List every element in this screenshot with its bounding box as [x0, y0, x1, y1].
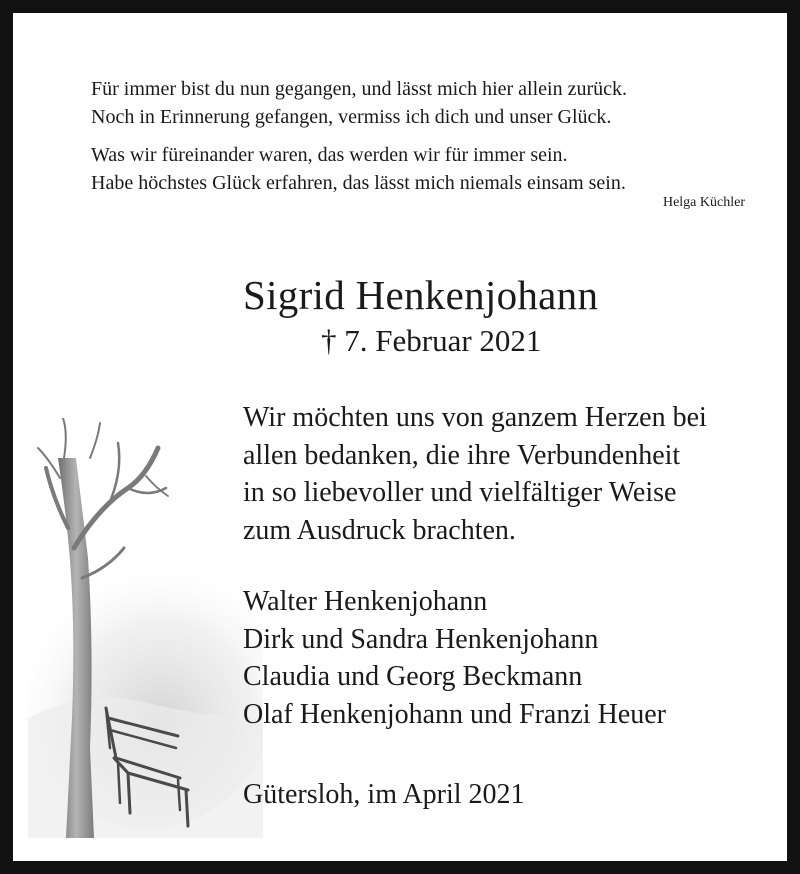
poem-stanza [91, 141, 771, 197]
thanks-text [243, 399, 707, 549]
family-member: Dirk und Sandra Henkenjohann [243, 623, 599, 655]
poem-stanza [91, 75, 771, 131]
death-date: † 7. Februar 2021 [321, 323, 542, 358]
thanks-line: zum Ausdruck brachten. [243, 514, 516, 546]
family-member: Walter Henkenjohann [243, 586, 488, 617]
thanks-line: in so liebevoller und vielfältiger Weise [243, 477, 677, 508]
poem-line: Habe höchstes Glück erfahren, das lässt mich niemals einsam sein. [91, 172, 626, 194]
thanks-line: Wir möchten uns von ganzem Herzen bei [243, 402, 707, 433]
family-signatures [243, 583, 666, 733]
thanks-line: allen bedanken, die ihre Verbundenheit [243, 439, 681, 471]
place-and-date: Gütersloh, im April 2021 [243, 779, 525, 810]
poem-line: Was wir füreinander waren, das werden wir für immer sein. [91, 144, 568, 166]
poem-line: Noch in Erinnerung gefangen, vermiss ich dich und unser Glück. [91, 106, 612, 128]
tree-and-bench-illustration [28, 418, 263, 838]
poem [91, 75, 771, 207]
poem-line: Für immer bist du nun gegangen, und lässt mich hier allein zurück. [91, 78, 627, 100]
family-member: Claudia und Georg Beckmann [243, 661, 583, 692]
deceased-name: Sigrid Henkenjohann [243, 272, 599, 318]
family-member: Olaf Henkenjohann und Franzi Heuer [243, 698, 666, 730]
poem-author: Helga Küchler [662, 195, 745, 210]
